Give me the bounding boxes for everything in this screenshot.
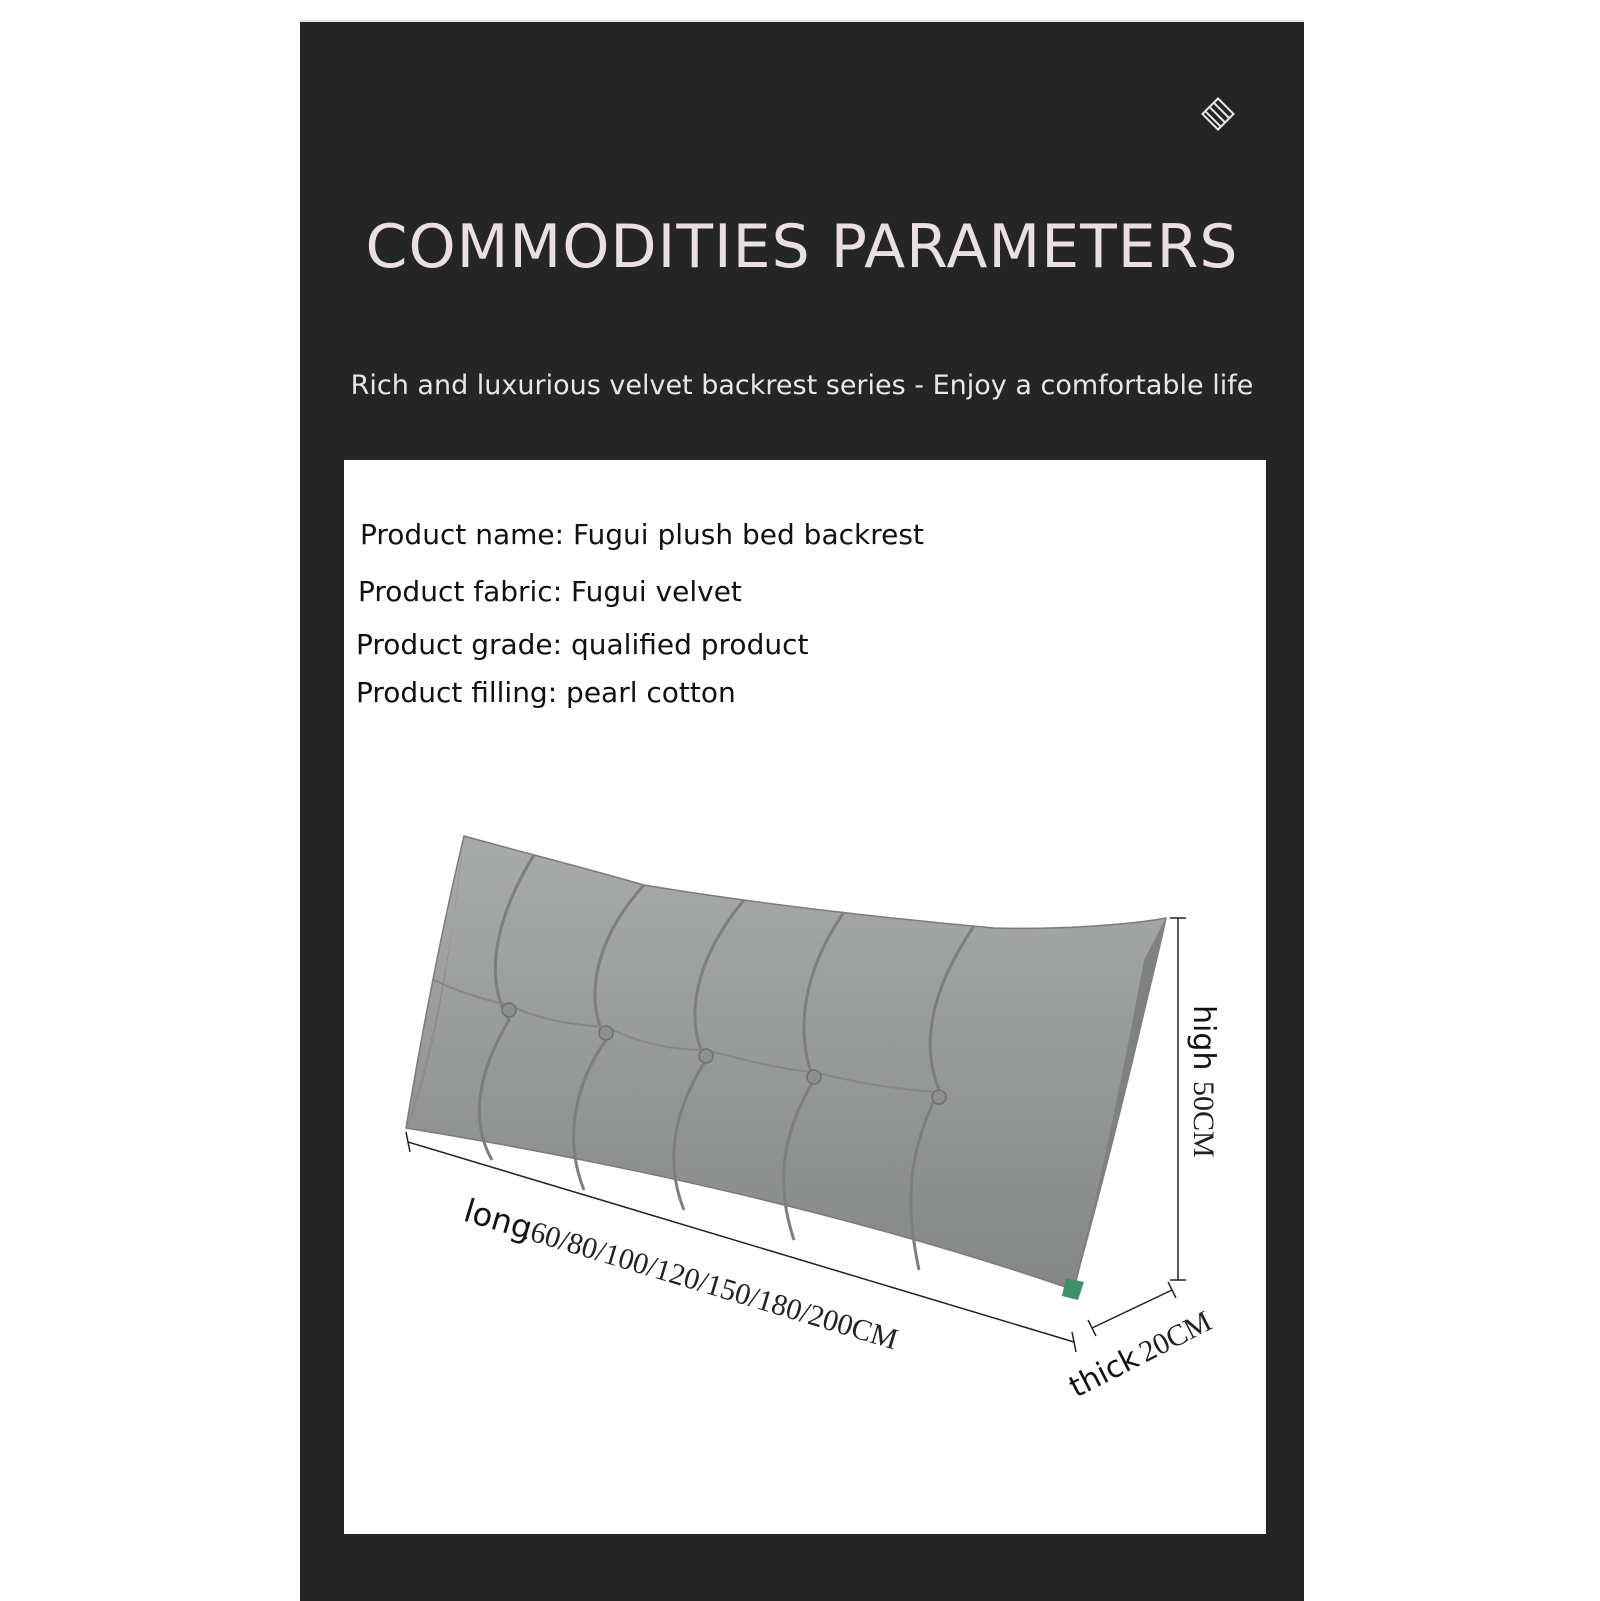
- thick-dimension-line: [1092, 1290, 1172, 1328]
- product-panel: [300, 20, 1304, 1601]
- page-subtitle: Rich and luxurious velvet backrest series - Enjoy a comfortable life: [350, 370, 1254, 401]
- spec-card: [344, 460, 1266, 1534]
- thick-value: 20CM: [1133, 1304, 1218, 1369]
- high-value: 50CM: [1187, 1081, 1220, 1158]
- tuft-button: [502, 1003, 516, 1017]
- tuft-button: [807, 1070, 821, 1084]
- spec-product-fabric: Product fabric: Fugui velvet: [358, 575, 742, 608]
- spec-product-name: Product name: Fugui plush bed backrest: [360, 518, 924, 551]
- spec-product-filling: Product filling: pearl cotton: [356, 676, 736, 709]
- long-value: .60/80/100/120/150/180/200CM: [519, 1212, 902, 1357]
- long-label: long: [459, 1191, 537, 1248]
- spec-product-grade: Product grade: qualified product: [356, 628, 809, 661]
- tuft-button: [699, 1049, 713, 1063]
- page-title: COMMODITIES PARAMETERS: [365, 212, 1239, 282]
- diamond-stripes-logo-icon: [1198, 94, 1238, 134]
- high-label: high: [1186, 1005, 1221, 1071]
- tuft-button: [599, 1026, 613, 1040]
- tuft-button: [932, 1090, 946, 1104]
- thick-label: thick: [1063, 1340, 1145, 1406]
- product-illustration: [344, 460, 1266, 1534]
